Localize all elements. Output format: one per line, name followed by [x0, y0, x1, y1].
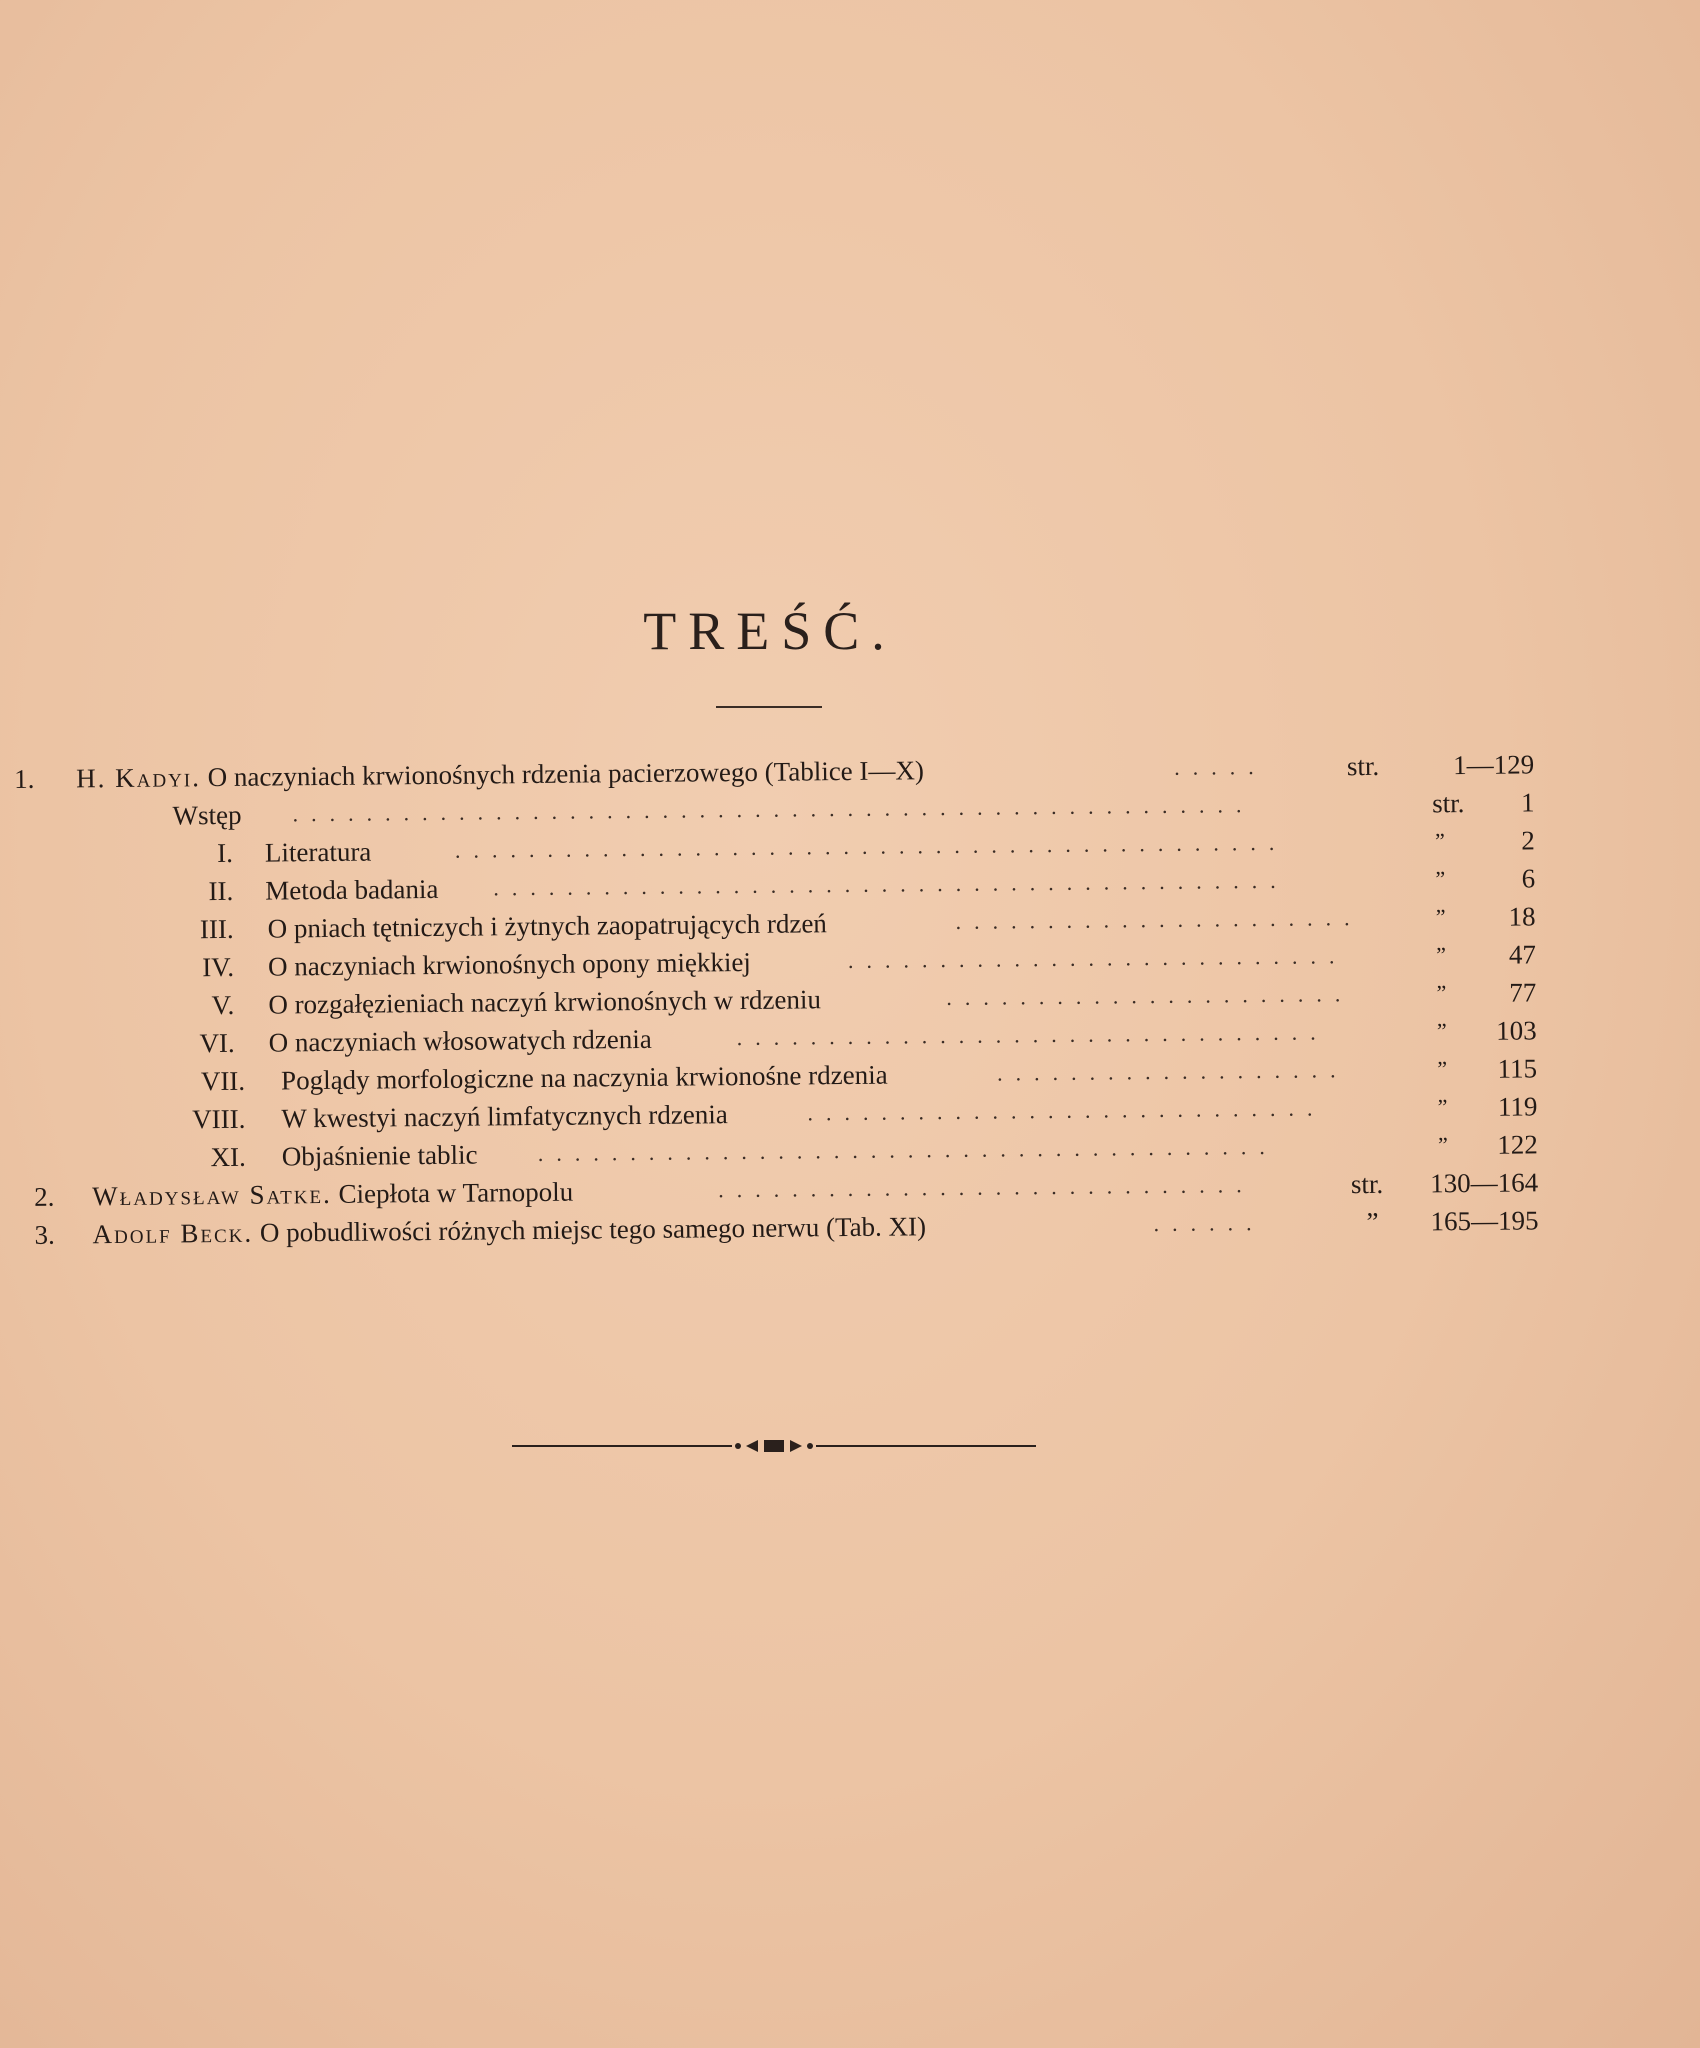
entry-author: Władysław Satke.	[92, 1178, 332, 1212]
entry-title: Wstęp	[172, 799, 242, 831]
page-range: 47	[1508, 939, 1537, 970]
entry-title: Literatura	[264, 836, 372, 868]
ornament-divider	[512, 1434, 1036, 1458]
title-rule	[716, 706, 822, 708]
leader-dots: .............................	[718, 1172, 1255, 1203]
page-prefix: str.	[1432, 788, 1465, 819]
table-of-contents	[14, 745, 1539, 1254]
entry-text	[92, 1173, 573, 1216]
entry-title: O naczyniach krwionośnych opony miękkiej	[267, 946, 752, 982]
entry-roman: XI.	[210, 1141, 246, 1173]
page-range: 18	[1508, 901, 1536, 932]
entry-title: Objaśnienie tablic	[281, 1139, 478, 1172]
leader-dots: ........................................	[537, 1133, 1278, 1166]
leader-dots: ......................	[946, 981, 1354, 1011]
leader-dots: ......................	[955, 905, 1363, 934]
page-title: TREŚĆ.	[643, 601, 897, 661]
leader-dots: ...........................................	[493, 867, 1289, 901]
page-range: 122	[1497, 1129, 1538, 1160]
entry-title: O pobudliwości różnych miejsc tego samego nerwu (Tab. XI)	[259, 1211, 927, 1248]
entry-title: Ciepłota w Tarnopolu	[338, 1176, 574, 1209]
entry-number: 3.	[34, 1219, 55, 1250]
leader-dots: ......	[1153, 1210, 1265, 1237]
leader-dots: ....................................................	[292, 792, 1255, 827]
ditto-mark: ”	[1435, 904, 1446, 930]
ditto-mark: ”	[1437, 1132, 1448, 1158]
page-range: 2	[1521, 825, 1535, 856]
page-range: 130—164	[1429, 1167, 1539, 1199]
entry-title: Metoda badania	[265, 873, 439, 906]
entry-roman: VII.	[200, 1065, 246, 1097]
entry-number: 1.	[14, 763, 35, 794]
entry-text	[92, 1207, 926, 1253]
leader-dots: ...........................	[847, 943, 1348, 974]
ditto-mark: ”	[1437, 1056, 1448, 1082]
ditto-mark: ”	[1436, 942, 1447, 968]
entry-title: O pniach tętniczych i żytnych zaopatrujących rdzeń	[267, 908, 827, 944]
leader-dots: ................................	[736, 1019, 1329, 1051]
page-prefix: str.	[1346, 750, 1380, 782]
entry-roman: IV.	[202, 951, 235, 983]
page-range: 165—195	[1430, 1205, 1539, 1237]
page-range: 1—129	[1452, 749, 1535, 781]
ditto-mark: ”	[1436, 980, 1447, 1006]
ditto-mark: ”	[1435, 866, 1446, 892]
page-range: 115	[1497, 1053, 1538, 1084]
entry-title: W kwestyi naczyń limfatycznych rdzenia	[281, 1099, 728, 1134]
entry-title: O naczyniach krwionośnych rdzenia pacierzowego (Tablice I—X)	[207, 755, 925, 793]
page-range: 1	[1520, 787, 1535, 818]
leader-dots: .............................................	[454, 829, 1288, 863]
ditto-mark: ”	[1436, 1018, 1447, 1044]
entry-title: Poglądy morfologiczne na naczynia krwionośne rdzenia	[280, 1059, 888, 1096]
entry-roman: II.	[208, 875, 234, 907]
leader-dots: .....	[1174, 753, 1267, 780]
page-prefix: ”	[1366, 1206, 1379, 1238]
ditto-mark: ”	[1434, 828, 1445, 854]
page-range: 119	[1497, 1091, 1538, 1122]
entry-title: O naczyniach włosowatych rdzenia	[268, 1023, 652, 1058]
page-range: 6	[1521, 863, 1536, 894]
entry-roman: I.	[217, 837, 234, 869]
ditto-mark: ”	[1437, 1094, 1448, 1120]
entry-author: H. Kadyi.	[76, 762, 202, 794]
page-range: 77	[1509, 977, 1537, 1008]
page-range: 103	[1496, 1015, 1537, 1046]
entry-author: Adolf Beck.	[92, 1217, 254, 1250]
leader-dots: ...................	[996, 1057, 1349, 1086]
entry-title: O rozgałęzieniach naczyń krwionośnych w rdzeniu	[268, 984, 822, 1020]
entry-roman: VI.	[199, 1027, 235, 1059]
entry-number: 2.	[34, 1181, 55, 1212]
page-prefix: str.	[1350, 1168, 1384, 1200]
entry-roman: VIII.	[192, 1103, 246, 1135]
entry-roman: III.	[199, 913, 234, 945]
leader-dots: ............................	[807, 1095, 1326, 1126]
entry-roman: V.	[211, 989, 235, 1021]
